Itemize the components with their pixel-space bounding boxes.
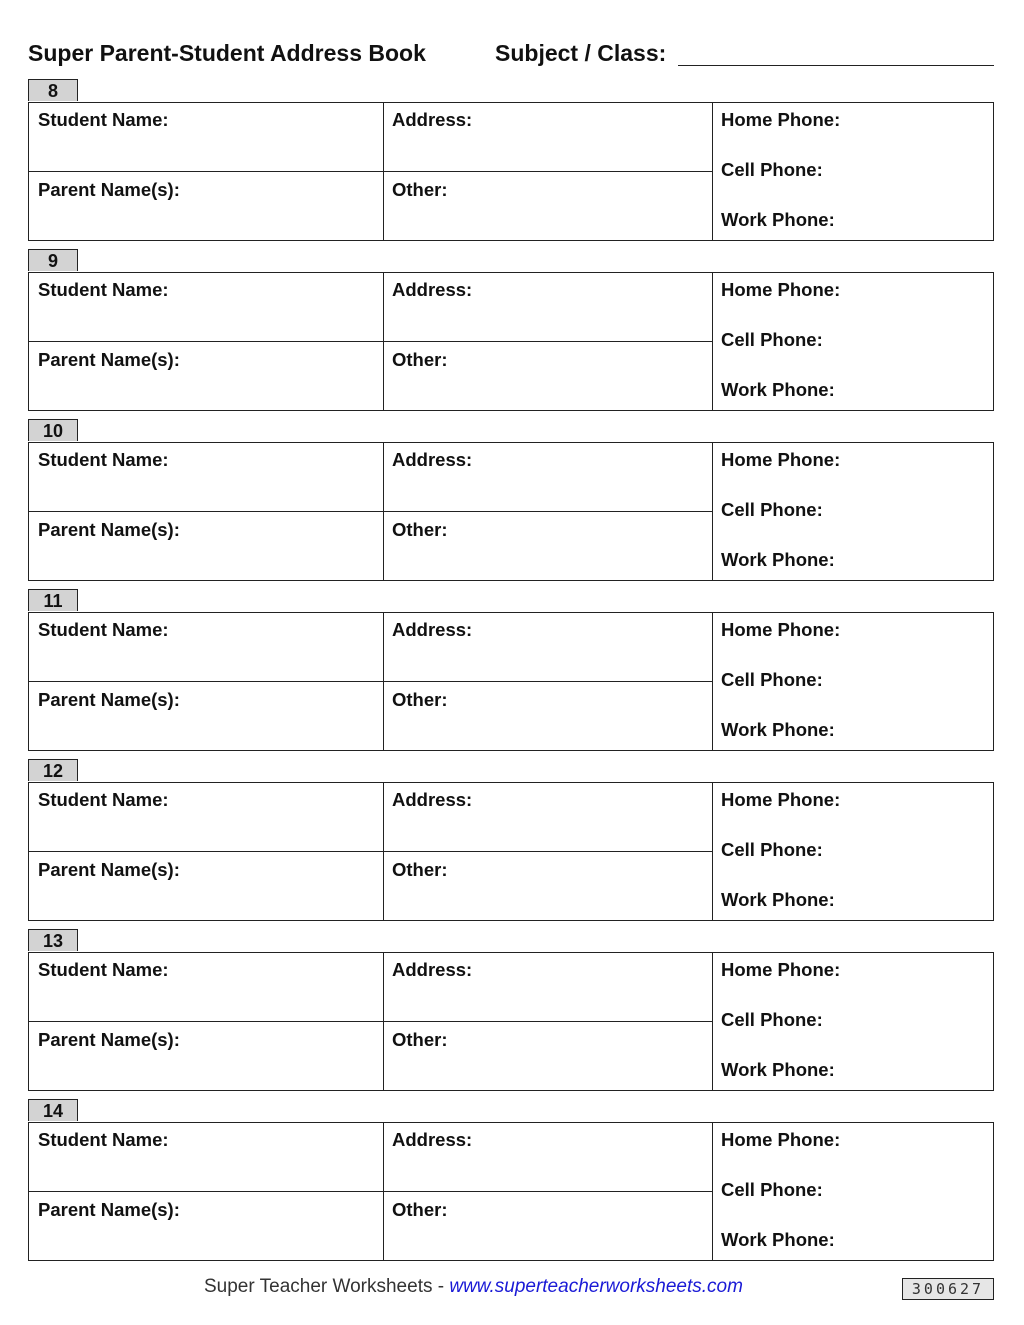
address-field[interactable]: Address: — [392, 789, 473, 810]
entry-number: 10 — [28, 419, 78, 441]
footer-credit — [204, 1276, 743, 1298]
student-name-field[interactable]: Student Name: — [38, 279, 169, 300]
row-divider — [29, 171, 712, 172]
parent-names-field[interactable]: Parent Name(s): — [38, 1029, 180, 1050]
address-entry — [28, 589, 994, 752]
cell-phone-field[interactable]: Cell Phone: — [721, 329, 823, 350]
student-name-field[interactable]: Student Name: — [38, 789, 169, 810]
entry-number: 9 — [28, 249, 78, 271]
other-field[interactable]: Other: — [392, 179, 448, 200]
column-divider — [712, 783, 713, 920]
subject-class-blank-line — [678, 65, 994, 66]
entry-grid — [28, 782, 994, 921]
student-name-field[interactable]: Student Name: — [38, 959, 169, 980]
parent-names-field[interactable]: Parent Name(s): — [38, 349, 180, 370]
page-footer — [0, 1276, 1024, 1306]
cell-phone-field[interactable]: Cell Phone: — [721, 1009, 823, 1030]
student-name-field[interactable]: Student Name: — [38, 109, 169, 130]
address-entry — [28, 1099, 994, 1262]
home-phone-field[interactable]: Home Phone: — [721, 109, 841, 130]
cell-phone-field[interactable]: Cell Phone: — [721, 839, 823, 860]
entry-grid — [28, 1122, 994, 1261]
address-entry — [28, 79, 994, 242]
entry-grid — [28, 102, 994, 241]
row-divider — [29, 681, 712, 682]
address-field[interactable]: Address: — [392, 959, 473, 980]
address-field[interactable]: Address: — [392, 449, 473, 470]
work-phone-field[interactable]: Work Phone: — [721, 379, 835, 400]
address-entry — [28, 249, 994, 412]
other-field[interactable]: Other: — [392, 859, 448, 880]
cell-phone-field[interactable]: Cell Phone: — [721, 669, 823, 690]
cell-phone-field[interactable]: Cell Phone: — [721, 499, 823, 520]
address-entry — [28, 929, 994, 1092]
footer-url-link[interactable]: www.superteacherworksheets.com — [449, 1276, 743, 1297]
column-divider — [712, 613, 713, 750]
entry-number: 13 — [28, 929, 78, 951]
other-field[interactable]: Other: — [392, 349, 448, 370]
cell-phone-field[interactable]: Cell Phone: — [721, 159, 823, 180]
column-divider — [712, 103, 713, 240]
work-phone-field[interactable]: Work Phone: — [721, 719, 835, 740]
row-divider — [29, 511, 712, 512]
column-divider — [712, 443, 713, 580]
home-phone-field[interactable]: Home Phone: — [721, 279, 841, 300]
other-field[interactable]: Other: — [392, 519, 448, 540]
work-phone-field[interactable]: Work Phone: — [721, 1059, 835, 1080]
parent-names-field[interactable]: Parent Name(s): — [38, 689, 180, 710]
address-field[interactable]: Address: — [392, 619, 473, 640]
worksheet-code: 300627 — [902, 1278, 994, 1300]
home-phone-field[interactable]: Home Phone: — [721, 789, 841, 810]
parent-names-field[interactable]: Parent Name(s): — [38, 1199, 180, 1220]
entry-number: 14 — [28, 1099, 78, 1121]
entry-grid — [28, 612, 994, 751]
entry-number: 12 — [28, 759, 78, 781]
parent-names-field[interactable]: Parent Name(s): — [38, 859, 180, 880]
row-divider — [29, 341, 712, 342]
other-field[interactable]: Other: — [392, 1199, 448, 1220]
cell-phone-field[interactable]: Cell Phone: — [721, 1179, 823, 1200]
page-header — [28, 40, 994, 74]
row-divider — [29, 1021, 712, 1022]
home-phone-field[interactable]: Home Phone: — [721, 619, 841, 640]
student-name-field[interactable]: Student Name: — [38, 1129, 169, 1150]
parent-names-field[interactable]: Parent Name(s): — [38, 179, 180, 200]
student-name-field[interactable]: Student Name: — [38, 619, 169, 640]
other-field[interactable]: Other: — [392, 1029, 448, 1050]
subject-class-label: Subject / Class: — [495, 40, 667, 66]
work-phone-field[interactable]: Work Phone: — [721, 209, 835, 230]
home-phone-field[interactable]: Home Phone: — [721, 959, 841, 980]
work-phone-field[interactable]: Work Phone: — [721, 889, 835, 910]
other-field[interactable]: Other: — [392, 689, 448, 710]
home-phone-field[interactable]: Home Phone: — [721, 449, 841, 470]
entry-grid — [28, 272, 994, 411]
entry-number: 8 — [28, 79, 78, 101]
address-field[interactable]: Address: — [392, 279, 473, 300]
page-title: Super Parent-Student Address Book — [28, 40, 426, 66]
home-phone-field[interactable]: Home Phone: — [721, 1129, 841, 1150]
work-phone-field[interactable]: Work Phone: — [721, 549, 835, 570]
entry-grid — [28, 952, 994, 1091]
row-divider — [29, 1191, 712, 1192]
row-divider — [29, 851, 712, 852]
address-entry — [28, 419, 994, 582]
footer-brand: Super Teacher Worksheets - — [204, 1276, 450, 1297]
entry-grid — [28, 442, 994, 581]
column-divider — [712, 1123, 713, 1260]
column-divider — [712, 953, 713, 1090]
parent-names-field[interactable]: Parent Name(s): — [38, 519, 180, 540]
work-phone-field[interactable]: Work Phone: — [721, 1229, 835, 1250]
address-entry — [28, 759, 994, 922]
student-name-field[interactable]: Student Name: — [38, 449, 169, 470]
address-field[interactable]: Address: — [392, 1129, 473, 1150]
address-field[interactable]: Address: — [392, 109, 473, 130]
column-divider — [712, 273, 713, 410]
entry-number: 11 — [28, 589, 78, 611]
